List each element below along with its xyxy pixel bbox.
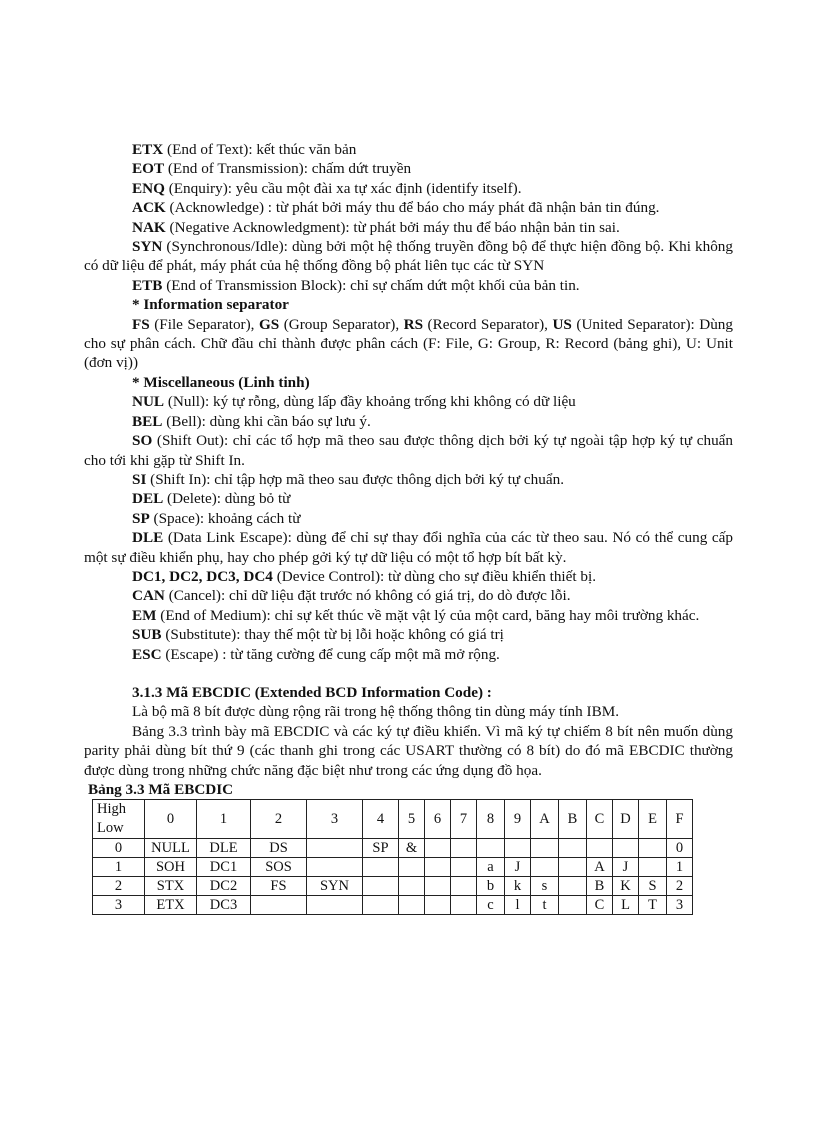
header-cell: 4 bbox=[363, 800, 399, 839]
term: SYN bbox=[132, 238, 163, 256]
table-cell: k bbox=[505, 877, 531, 896]
definition: (Record Separator), bbox=[423, 315, 553, 333]
term-us: US bbox=[552, 315, 572, 333]
term: EM bbox=[132, 606, 157, 624]
definition: (End of Medium): chỉ sự kết thúc về mặt vật lý của một card, băng hay môi trường khác. bbox=[156, 606, 700, 624]
table-row bbox=[93, 858, 693, 877]
table-cell bbox=[559, 858, 587, 877]
header-cell: 0 bbox=[145, 800, 197, 839]
header-cell: 7 bbox=[451, 800, 477, 839]
table-cell bbox=[613, 839, 639, 858]
subheading-miscellaneous bbox=[84, 373, 733, 392]
term: NUL bbox=[132, 393, 165, 411]
definition: (File Separator), bbox=[149, 315, 259, 333]
table-cell: S bbox=[639, 877, 667, 896]
definition: (Acknowledge) : từ phát bởi máy thu để báo cho máy phát đã nhận bản tin đúng. bbox=[165, 199, 660, 217]
table-cell bbox=[531, 858, 559, 877]
table-cell: 0 bbox=[93, 839, 145, 858]
header-cell: E bbox=[639, 800, 667, 839]
def-sp bbox=[84, 509, 733, 528]
term: ESC bbox=[132, 645, 162, 663]
section-heading: 3.1.3 Mã EBCDIC (Extended BCD Information Code) : bbox=[132, 683, 492, 701]
table-cell: J bbox=[505, 858, 531, 877]
def-em bbox=[84, 606, 733, 625]
def-bel bbox=[84, 412, 733, 431]
header-cell: 8 bbox=[477, 800, 505, 839]
table-cell bbox=[251, 896, 307, 915]
term: SO bbox=[132, 432, 153, 450]
table-cell: 2 bbox=[93, 877, 145, 896]
definition: (Shift In): chỉ tập hợp mã theo sau được thông dịch bởi ký tự chuẩn. bbox=[146, 470, 564, 488]
table-cell bbox=[399, 858, 425, 877]
table-cell: a bbox=[477, 858, 505, 877]
table-cell bbox=[363, 858, 399, 877]
header-cell: A bbox=[531, 800, 559, 839]
def-separators bbox=[84, 315, 733, 373]
table-header-row bbox=[93, 800, 693, 839]
definition: (Enquiry): yêu cầu một đài xa tự xác định (identify itself). bbox=[164, 179, 522, 197]
table-cell: SOS bbox=[251, 858, 307, 877]
definition: (Delete): dùng bỏ từ bbox=[163, 490, 291, 508]
table-cell: C bbox=[587, 896, 613, 915]
corner-low: Low bbox=[97, 820, 124, 837]
table-cell: 2 bbox=[667, 877, 693, 896]
table-cell bbox=[363, 896, 399, 915]
table-cell: DC1 bbox=[197, 858, 251, 877]
term: ETB bbox=[132, 276, 163, 294]
definition: (End of Transmission Block): chỉ sự chấm dứt một khối của bản tin. bbox=[162, 276, 580, 294]
table-caption: Bảng 3.3 Mã EBCDIC bbox=[88, 781, 234, 798]
table-cell bbox=[363, 877, 399, 896]
header-cell: D bbox=[613, 800, 639, 839]
table-cell: STX bbox=[145, 877, 197, 896]
table-cell bbox=[425, 877, 451, 896]
table-cell: L bbox=[613, 896, 639, 915]
table-cell bbox=[451, 839, 477, 858]
table-cell bbox=[399, 877, 425, 896]
def-etx bbox=[84, 140, 733, 159]
header-cell: 6 bbox=[425, 800, 451, 839]
table-cell bbox=[639, 839, 667, 858]
table-cell: c bbox=[477, 896, 505, 915]
table-cell: t bbox=[531, 896, 559, 915]
definition: (Synchronous/Idle): dùng bởi một hệ thống truyền đồng bộ để thực hiện đồng bộ. Khi không có dữ liệu để phát, máy phát của hệ thống đồng bộ phát liên tục các từ SYN bbox=[84, 238, 733, 275]
def-dc bbox=[84, 567, 733, 586]
def-esc bbox=[84, 645, 733, 664]
table-cell: DS bbox=[251, 839, 307, 858]
definition: (Shift Out): chỉ các tổ hợp mã theo sau được thông dịch bởi ký tự ngoài tập hợp ký tự chuẩn cho tới khi gặp từ Shift In. bbox=[84, 432, 733, 469]
def-syn bbox=[84, 237, 733, 276]
ebcdic-table bbox=[92, 799, 693, 915]
table-cell bbox=[559, 877, 587, 896]
table-cell: K bbox=[613, 877, 639, 896]
table-cell: SP bbox=[363, 839, 399, 858]
def-ack bbox=[84, 198, 733, 217]
document-page bbox=[84, 140, 733, 915]
def-dle bbox=[84, 528, 733, 567]
table-cell bbox=[559, 896, 587, 915]
definition: (Negative Acknowledgment): từ phát bởi máy thu để báo nhận bản tin sai. bbox=[165, 218, 620, 236]
table-cell bbox=[505, 839, 531, 858]
table-cell bbox=[425, 839, 451, 858]
table-cell: 3 bbox=[667, 896, 693, 915]
def-del bbox=[84, 489, 733, 508]
term-gs: GS bbox=[258, 315, 280, 333]
def-nak bbox=[84, 218, 733, 237]
term: SI bbox=[132, 470, 147, 488]
table-cell bbox=[451, 877, 477, 896]
header-cell: 3 bbox=[307, 800, 363, 839]
definition: (End of Transmission): chấm dứt truyền bbox=[164, 160, 412, 178]
table-cell: A bbox=[587, 858, 613, 877]
table-cell: 1 bbox=[667, 858, 693, 877]
table-cell bbox=[307, 839, 363, 858]
header-cell: 5 bbox=[399, 800, 425, 839]
table-cell bbox=[531, 839, 559, 858]
table-cell: NULL bbox=[145, 839, 197, 858]
def-si bbox=[84, 470, 733, 489]
term-rs: RS bbox=[403, 315, 424, 333]
table-cell bbox=[451, 896, 477, 915]
table-cell bbox=[477, 839, 505, 858]
table-cell: & bbox=[399, 839, 425, 858]
table-cell: T bbox=[639, 896, 667, 915]
header-cell: 1 bbox=[197, 800, 251, 839]
corner-high: High bbox=[97, 801, 126, 818]
table-cell: 0 bbox=[667, 839, 693, 858]
header-cell: 2 bbox=[251, 800, 307, 839]
term: * Information separator bbox=[132, 296, 289, 314]
term: ACK bbox=[132, 199, 166, 217]
definition: (Space): khoảng cách từ bbox=[149, 509, 301, 527]
table-cell bbox=[425, 858, 451, 877]
table-row bbox=[93, 839, 693, 858]
definition: (Bell): dùng khi cần báo sự lưu ý. bbox=[162, 412, 371, 430]
header-cell: 9 bbox=[505, 800, 531, 839]
def-enq bbox=[84, 179, 733, 198]
table-cell bbox=[399, 896, 425, 915]
def-eot bbox=[84, 159, 733, 178]
def-can bbox=[84, 586, 733, 605]
definition: (Escape) : từ tăng cường để cung cấp một mã mở rộng. bbox=[161, 645, 500, 663]
corner-cell bbox=[93, 800, 145, 839]
definition: (Cancel): chỉ dữ liệu đặt trước nó không có giá trị, do dò được lỗi. bbox=[164, 587, 571, 605]
table-cell: l bbox=[505, 896, 531, 915]
table-cell: 1 bbox=[93, 858, 145, 877]
table-cell: DLE bbox=[197, 839, 251, 858]
header-cell: B bbox=[559, 800, 587, 839]
term: CAN bbox=[132, 587, 165, 605]
table-cell bbox=[451, 858, 477, 877]
table-cell bbox=[639, 858, 667, 877]
table-row bbox=[93, 877, 693, 896]
definition: (United Separator): Dùng cho sự phân cách. Chữ đầu chỉ thành được phân cách (F: File, G: Group, R: Record (bảng ghi), U: Unit (đơn vị)) bbox=[84, 315, 733, 372]
table-cell: ETX bbox=[145, 896, 197, 915]
term: DLE bbox=[132, 529, 164, 547]
definition: (Group Separator), bbox=[279, 315, 404, 333]
term: DEL bbox=[132, 490, 164, 508]
term: SP bbox=[132, 509, 150, 527]
term: ETX bbox=[132, 141, 164, 158]
definition: (Data Link Escape): dùng để chỉ sự thay đổi nghĩa của các từ theo sau. Nó có thể cung cấp một sự điều khiển phụ, hay cho phép gởi ký tự dữ liệu có một tổ hợp bít bất kỳ. bbox=[84, 529, 733, 566]
definition: (Null): ký tự rỗng, dùng lấp đầy khoảng trống khi không có dữ liệu bbox=[164, 393, 576, 411]
table-cell bbox=[587, 839, 613, 858]
definition: (Device Control): từ dùng cho sự điều khiển thiết bị. bbox=[272, 567, 597, 585]
table-row bbox=[93, 896, 693, 915]
term: BEL bbox=[132, 412, 163, 430]
def-etb bbox=[84, 276, 733, 295]
header-cell: C bbox=[587, 800, 613, 839]
term: * Miscellaneous (Linh tinh) bbox=[132, 373, 310, 391]
table-cell bbox=[307, 896, 363, 915]
table-cell bbox=[559, 839, 587, 858]
def-nul bbox=[84, 392, 733, 411]
def-so bbox=[84, 431, 733, 470]
term: NAK bbox=[132, 218, 166, 236]
section-paragraph-2: Bảng 3.3 trình bày mã EBCDIC và các ký tự điều khiển. Vì mã ký tự chiếm 8 bít nên muốn dùng parity phải dùng bít thứ 9 (các thanh ghi trong các USART thường có 8 bít) do đó mã EBCDIC thường được dùng trong những chức năng đặc biệt như trong các ứng dụng đồ họa. bbox=[84, 722, 733, 779]
section-paragraph-1: Là bộ mã 8 bít được dùng rộng rãi trong hệ thống thông tin dùng máy tính IBM. bbox=[132, 703, 620, 721]
def-sub bbox=[84, 625, 733, 644]
table-cell bbox=[307, 858, 363, 877]
term: SUB bbox=[132, 626, 162, 644]
subheading-information-separator bbox=[84, 295, 733, 314]
table-cell: J bbox=[613, 858, 639, 877]
table-cell bbox=[425, 896, 451, 915]
table-cell: 3 bbox=[93, 896, 145, 915]
table-cell: DC2 bbox=[197, 877, 251, 896]
table-cell: SOH bbox=[145, 858, 197, 877]
table-cell: FS bbox=[251, 877, 307, 896]
table-cell: SYN bbox=[307, 877, 363, 896]
term-fs: FS bbox=[132, 315, 150, 333]
table-cell: b bbox=[477, 877, 505, 896]
table-cell: DC3 bbox=[197, 896, 251, 915]
term: DC1, DC2, DC3, DC4 bbox=[132, 567, 273, 585]
header-cell: F bbox=[667, 800, 693, 839]
term: EOT bbox=[132, 160, 165, 178]
table-cell: B bbox=[587, 877, 613, 896]
term: ENQ bbox=[132, 179, 165, 197]
definition: (Substitute): thay thế một từ bị lỗi hoặc không có giá trị bbox=[161, 626, 504, 644]
definition: (End of Text): kết thúc văn bản bbox=[163, 141, 357, 158]
table-cell: s bbox=[531, 877, 559, 896]
